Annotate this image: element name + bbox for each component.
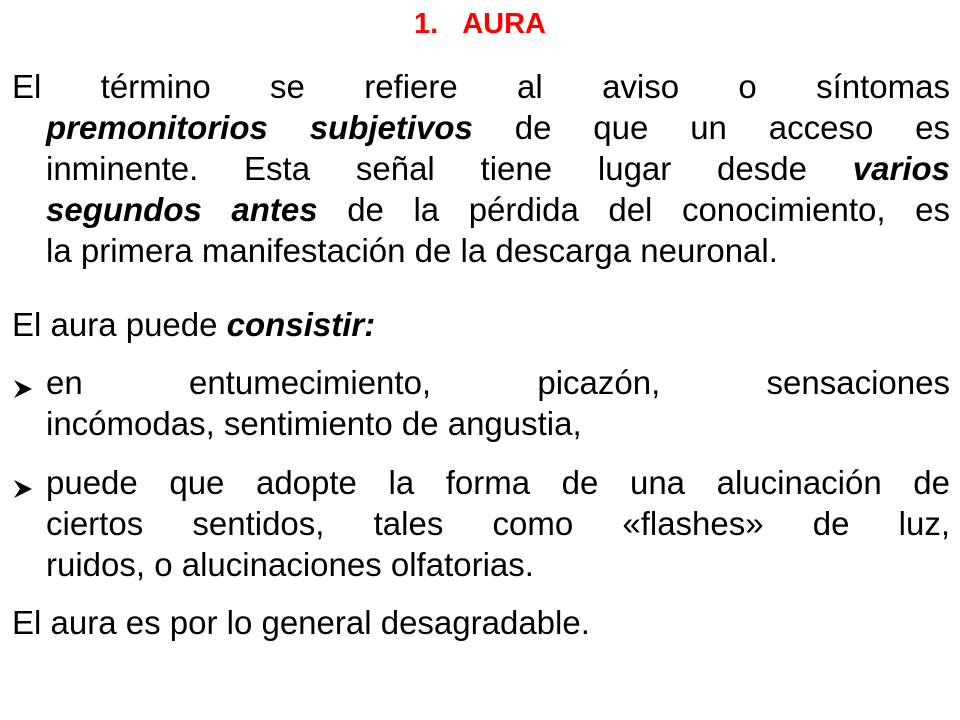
paragraph-line: El término se refiere al aviso o síntomas (12, 68, 950, 105)
bullet-line: ciertos sentidos, tales como «flashes» de luz, (46, 505, 950, 542)
bullet-line: en entumecimiento, picazón, sensaciones (46, 364, 950, 401)
bullet-item (12, 362, 950, 444)
arrow-bullet-icon (12, 462, 46, 503)
paragraph-text: inminente. Esta señal tiene lugar desde (46, 150, 853, 187)
paragraph-text: El aura puede (12, 306, 227, 343)
closing-paragraph (12, 602, 950, 643)
emphasis-text: premonitorios subjetivos (46, 109, 473, 146)
bullet-line: incómodas, sentimiento de angustia, (46, 405, 582, 442)
bullet-line: puede que adopte la forma de una alucinación de (46, 464, 950, 501)
definition-paragraph (12, 66, 950, 271)
paragraph-line (12, 107, 950, 148)
paragraph-line (12, 148, 950, 189)
bullet-item (12, 462, 950, 585)
paragraph-line: la primera manifestación de la descarga neuronal. (46, 232, 778, 269)
slide-title (0, 8, 960, 41)
emphasis-text: consistir: (226, 306, 376, 343)
arrow-bullet-icon (12, 362, 46, 403)
paragraph-text: de la pérdida del conocimiento, es (317, 191, 950, 228)
emphasis-text: varios (852, 150, 950, 187)
emphasis-text: segundos antes (46, 191, 318, 228)
title-text: AURA (462, 8, 546, 40)
paragraph-text: de que un acceso es (472, 109, 950, 146)
paragraph-text: El aura es por lo general desagradable. (12, 604, 590, 641)
bullet-line: ruidos, o alucinaciones olfatorias. (46, 546, 534, 583)
title-number: 1. (414, 8, 439, 40)
paragraph-line (12, 189, 950, 230)
consist-paragraph (12, 304, 950, 345)
